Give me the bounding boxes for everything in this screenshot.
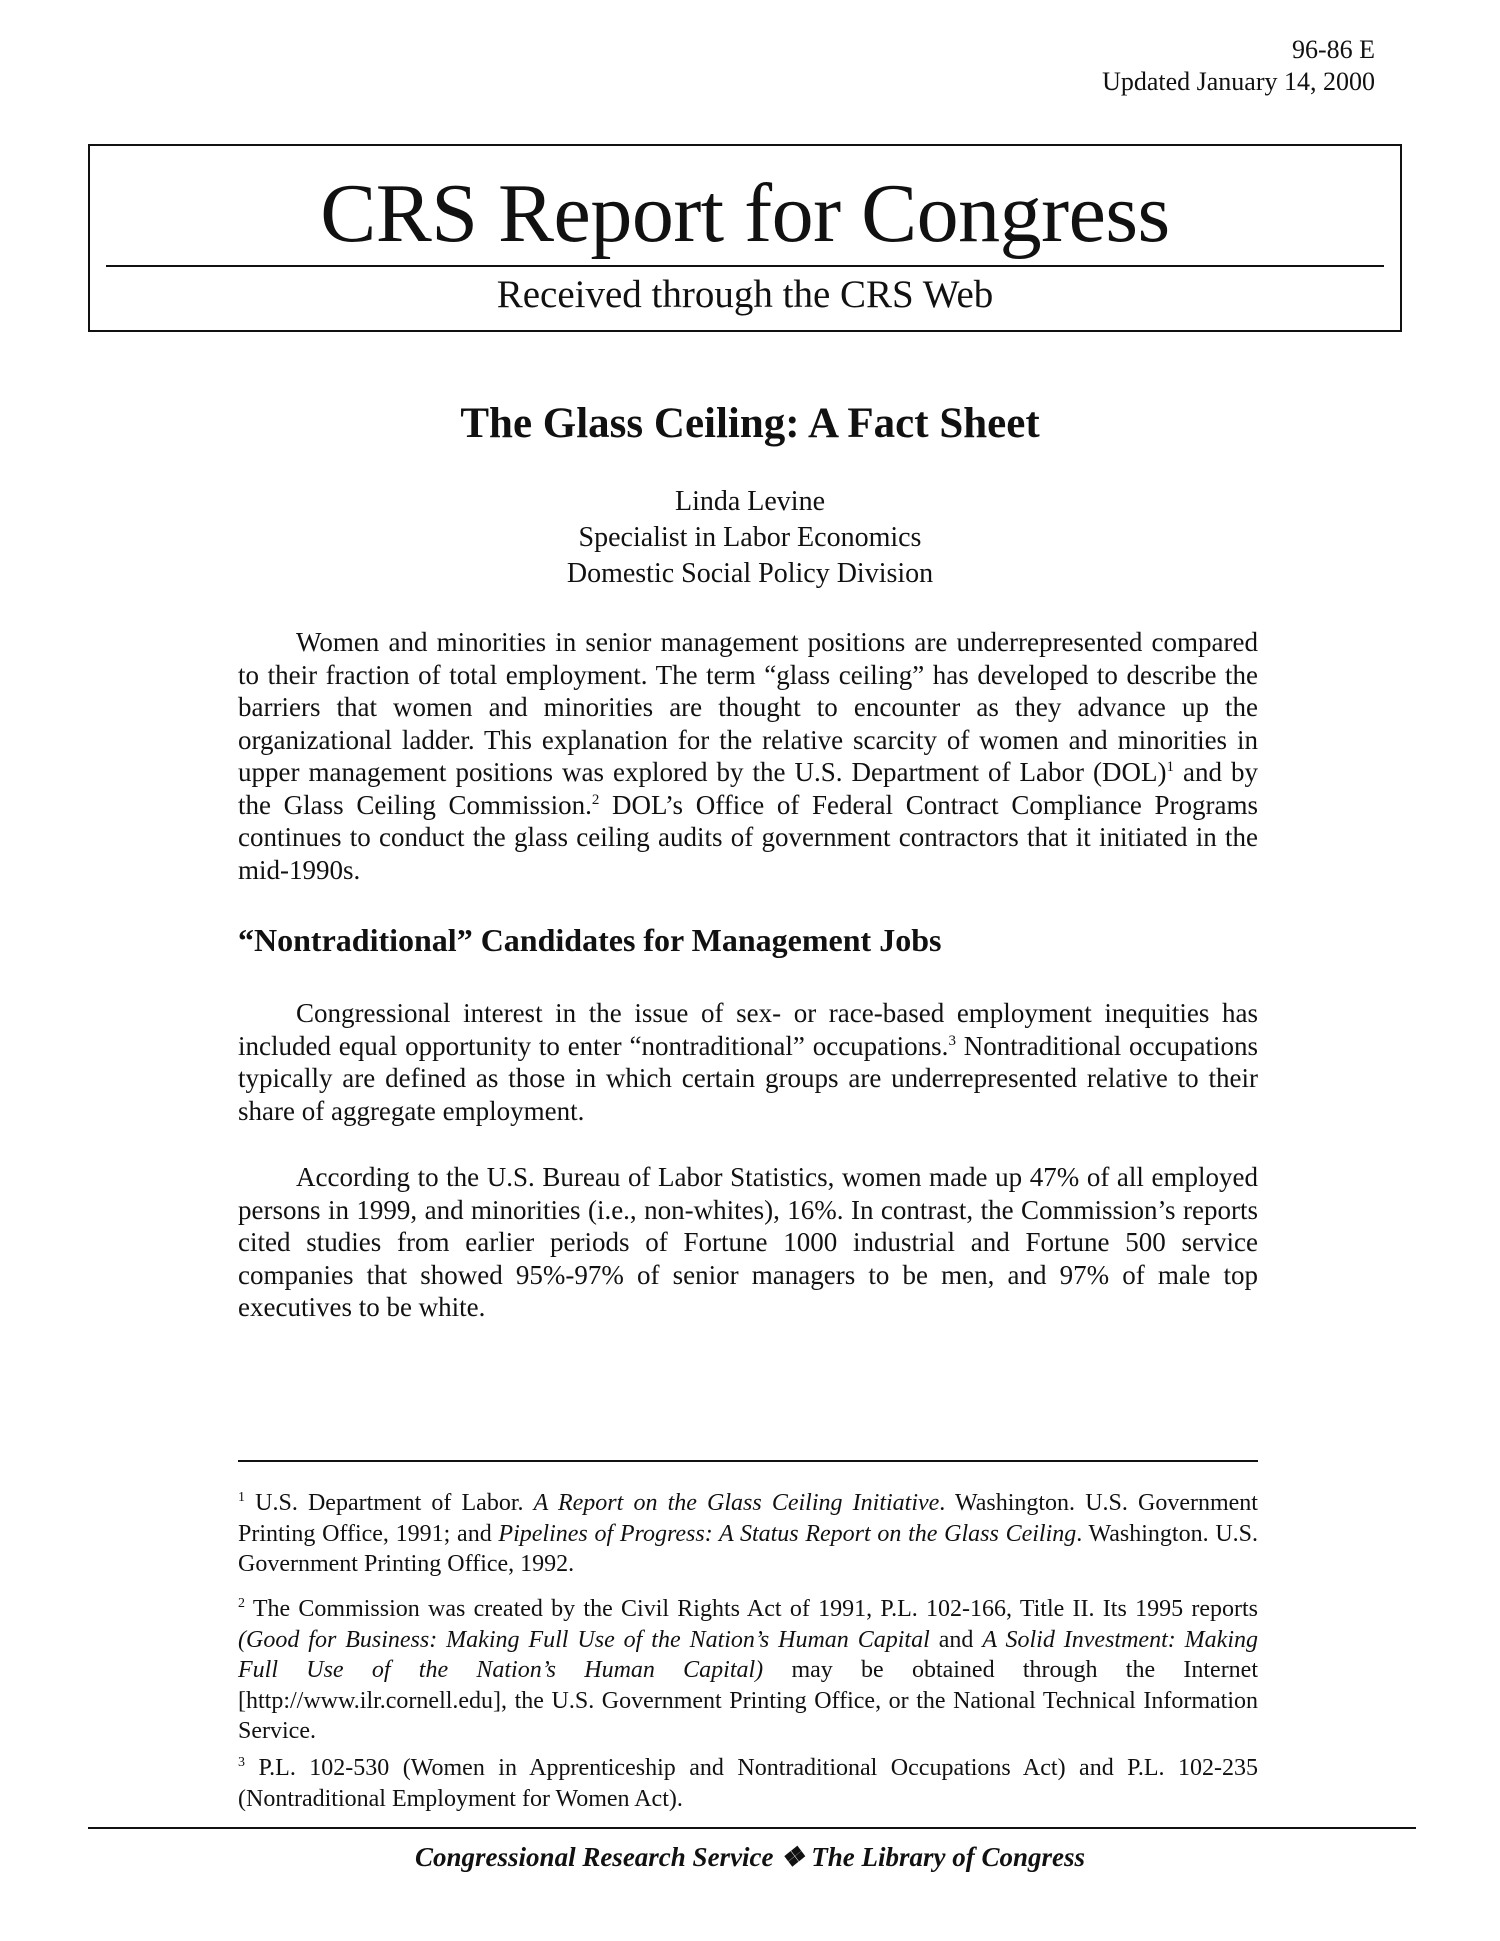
report-title: The Glass Ceiling: A Fact Sheet <box>460 400 1040 447</box>
banner-subtitle: Received through the CRS Web <box>496 273 994 316</box>
banner-title: CRS Report for Congress <box>320 167 1170 260</box>
paragraph-2-text-1: Congressional interest in the issue of sex- or race-based employment inequities has included equal opportunity to enter “nontraditional” occupations. <box>238 998 1258 1061</box>
footnote-ref-3: 3 <box>948 1032 956 1049</box>
footnote-2-text-c: may be obtained through the Internet [http://www.ilr.cornell.edu], the U.S. Government Printing Office, or the National Technical Information Service. <box>238 1657 1259 1744</box>
footnote-1-text-a: U.S. Department of Labor. <box>245 1490 534 1516</box>
footnote-1 <box>238 1488 1258 1580</box>
updated-date: Updated January 14, 2000 <box>1102 67 1375 96</box>
section-heading: “Nontraditional” Candidates for Management Jobs <box>238 922 942 958</box>
crs-banner <box>88 144 1402 332</box>
footnote-2-title-a: (Good for Business: Making Full Use of the Nation’s Human Capital <box>238 1626 930 1653</box>
author-block <box>0 484 1500 592</box>
footnote-1-title-a: A Report on the Glass Ceiling Initiative <box>533 1490 940 1516</box>
footnote-2-title-b: A Solid Investment: Making Full Use of the Nation’s Human Capital) <box>238 1626 1258 1683</box>
footnote-1-text-c: . Washington. U.S. Government Printing Office, 1992. <box>238 1520 1259 1577</box>
footnote-1-number: 1 <box>238 1490 245 1505</box>
footnote-2-text-a: The Commission was created by the Civil Rights Act of 1991, P.L. 102-166, Title II. Its 1995 reports <box>245 1596 1258 1622</box>
intro-paragraph <box>238 626 1258 886</box>
footnote-ref-2: 2 <box>591 791 600 808</box>
footnote-divider <box>238 1460 1258 1462</box>
paragraph-2-text-2: Nontraditional occupations typically are defined as those in which certain groups are underrepresented relative to their share of aggregate employment. <box>238 1030 1258 1126</box>
intro-text-1: Women and minorities in senior management positions are underrepresented compared to their fraction of total employment. The term “glass ceiling” has developed to describe the barriers that women and minorities are thought to encounter as they advance up the organizational ladder. This explanation for the relative scarcity of women and minorities in upper management positions was explored by the U.S. Department of Labor (DOL) <box>238 627 1258 787</box>
footnote-3-number: 3 <box>238 1755 245 1770</box>
footnote-1-text-b: . Washington. U.S. Government Printing Office, 1991; and <box>238 1490 1258 1547</box>
footer-credit: Congressional Research Service ❖ The Library of Congress <box>415 1842 1085 1872</box>
nontraditional-paragraph <box>238 997 1258 1127</box>
footnote-ref-1: 1 <box>1166 759 1174 775</box>
intro-text-3: DOL’s Office of Federal Contract Compliance Programs continues to conduct the glass ceiling audits of government contractors that it initiated in the mid-1990s. <box>238 789 1258 885</box>
author-division: Domestic Social Policy Division <box>566 558 934 589</box>
intro-text-2: and by the Glass Ceiling Commission. <box>238 757 1259 820</box>
footnote-3-text: P.L. 102-530 (Women in Apprenticeship and Nontraditional Occupations Act) and P.L. 102-235 (Nontraditional Employment for Women Act). <box>238 1755 1258 1812</box>
report-identifier <box>1102 34 1375 98</box>
footnote-2-number: 2 <box>238 1596 245 1611</box>
author-name: Linda Levine <box>674 486 826 517</box>
footnote-1-title-b: Pipelines of Progress: A Status Report on the Glass Ceiling <box>498 1520 1077 1547</box>
footnote-2-text-b: and <box>929 1626 983 1653</box>
footer-divider <box>88 1827 1416 1829</box>
report-number: 96-86 E <box>1291 35 1375 64</box>
footnote-2 <box>238 1594 1258 1747</box>
footnote-3 <box>238 1753 1258 1814</box>
author-role: Specialist in Labor Economics <box>578 522 922 553</box>
banner-divider <box>106 265 1384 267</box>
statistics-paragraph: According to the U.S. Bureau of Labor Statistics, women made up 47% of all employed persons in 1999, and minorities (i.e., non-whites), 16%. In contrast, the Commission’s reports cited studies from earlier periods of Fortune 1000 industrial and Fortune 500 service companies that showed 95%-97% of senior managers to be men, and 97% of male top executives to be white. <box>238 1162 1258 1322</box>
